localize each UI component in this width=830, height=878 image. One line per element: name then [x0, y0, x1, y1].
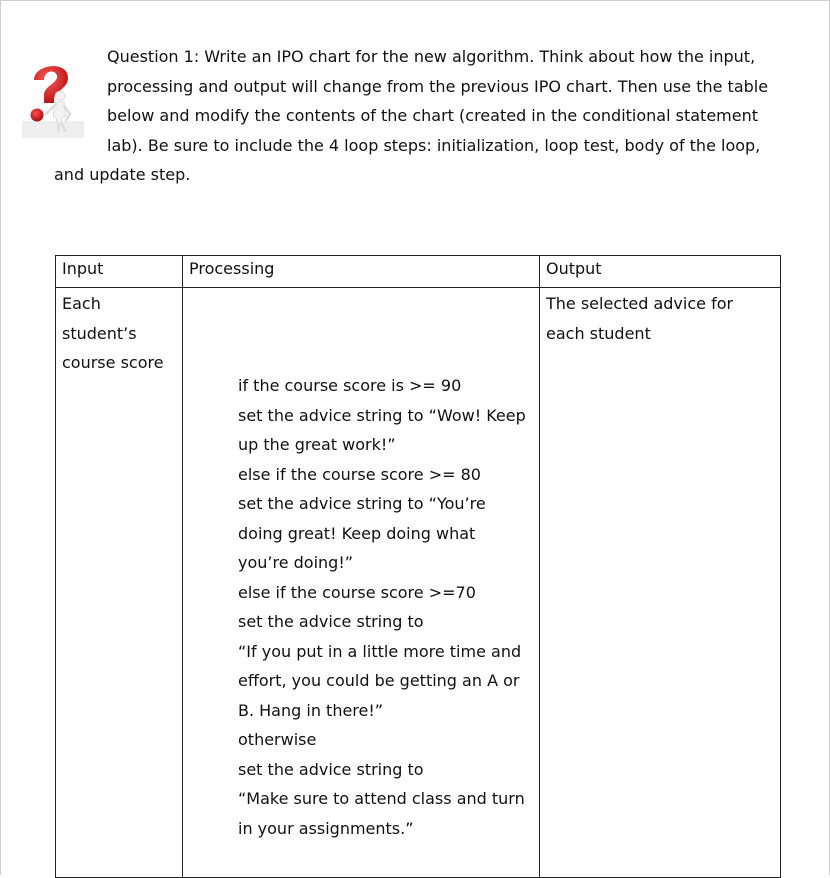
processing-line: set the advice string to “Wow! Keep: [238, 405, 526, 425]
processing-line: “If you put in a little more time and: [238, 641, 522, 661]
processing-line: otherwise: [238, 730, 317, 749]
processing-line: else if the course score >=70: [238, 582, 476, 602]
processing-line: else if the course score >= 80: [238, 464, 481, 484]
processing-line: B. Hang in there!”: [238, 700, 384, 720]
question-line: below and modify the contents of the chart (created in the conditional statement: [107, 106, 759, 125]
input-cell: [56, 288, 183, 878]
question-text: [54, 42, 797, 190]
ipo-chart-table: [55, 255, 781, 878]
header-input: Input: [56, 256, 183, 288]
processing-line: set the advice string to: [238, 759, 424, 779]
header-output: Output: [540, 256, 781, 288]
processing-line: up the great work!”: [238, 435, 396, 454]
table-body-row: [56, 288, 781, 878]
processing-line: set the advice string to: [238, 612, 424, 631]
question-line: lab). Be sure to include the 4 loop steps: initialization, loop test, body of the loop,: [107, 135, 761, 155]
output-cell: [540, 288, 781, 878]
input-line: Each: [62, 294, 101, 313]
processing-line: “Make sure to attend class and turn: [238, 789, 525, 808]
question-mark-person-icon: [22, 58, 84, 138]
processing-cell: [183, 288, 540, 878]
question-line: and update step.: [54, 165, 191, 184]
processing-line: you’re doing!”: [238, 553, 354, 572]
output-line: The selected advice for: [546, 294, 734, 313]
processing-line: set the advice string to “You’re: [238, 494, 486, 513]
question-line: processing and output will change from the previous IPO chart. Then use the table: [107, 76, 769, 96]
input-line: course score: [62, 353, 164, 372]
header-processing: Processing: [183, 256, 540, 288]
processing-line: effort, you could be getting an A or: [238, 671, 520, 690]
table-header-row: [56, 256, 781, 288]
input-line: student’s: [62, 323, 137, 343]
question-line: Question 1: Write an IPO chart for the new algorithm. Think about how the input,: [107, 47, 756, 66]
processing-line: in your assignments.”: [238, 818, 414, 838]
output-line: each student: [546, 323, 651, 343]
processing-line: doing great! Keep doing what: [238, 523, 476, 543]
processing-line: if the course score is >= 90: [238, 376, 462, 395]
